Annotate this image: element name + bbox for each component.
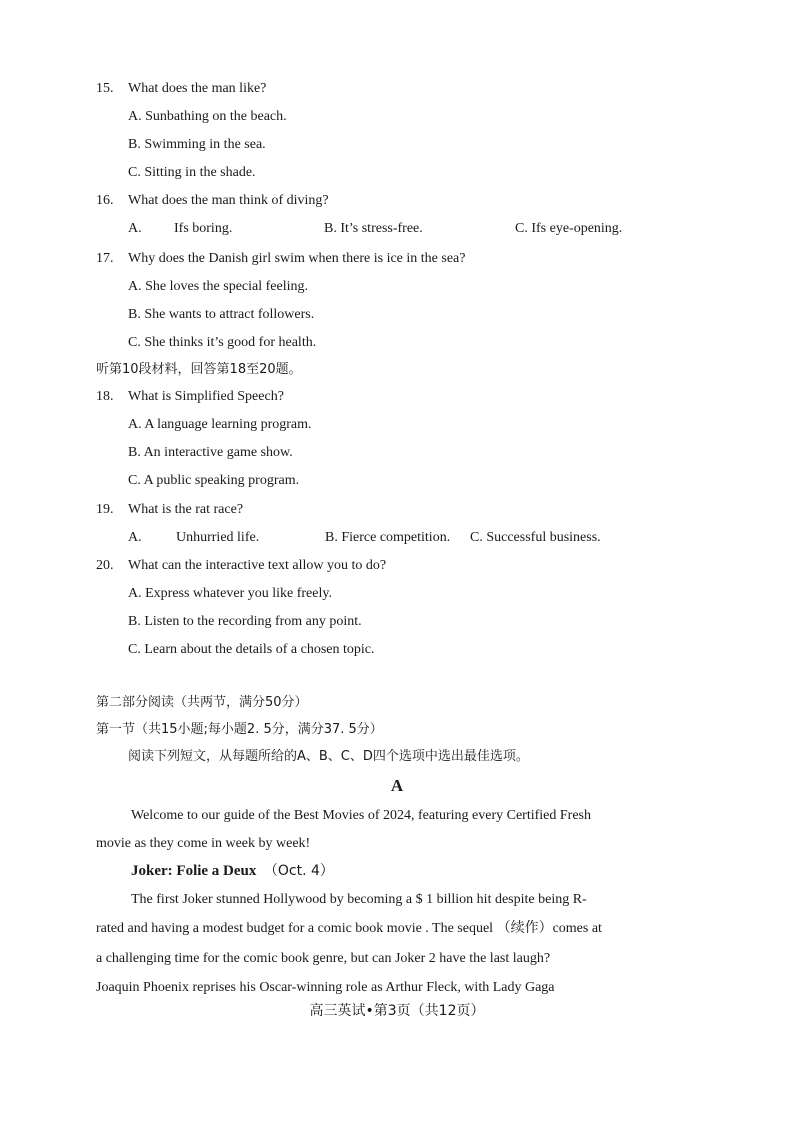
- option-a-letter: A.: [128, 530, 142, 545]
- question-17: [96, 250, 465, 268]
- option-c: C. A public speaking program.: [128, 473, 300, 488]
- part-two-title: 第二部分阅读（共两节，满分50分）: [96, 695, 308, 710]
- option-b: B. She wants to attract followers.: [128, 307, 315, 322]
- option-c: C. Successful business.: [470, 530, 601, 545]
- option-a-letter: A.: [128, 221, 142, 236]
- body-line-4: Joaquin Phoenix reprises his Oscar-winning role as Arthur Fleck, with Lady Gaga: [96, 980, 555, 995]
- body-line-2: rated and having a modest budget for a comic book movie . The sequel （续作）comes at: [96, 921, 602, 936]
- option-a: A. Express whatever you like freely.: [128, 586, 332, 601]
- question-stem: Why does the Danish girl swim when there is ice in the sea?: [128, 251, 466, 266]
- option-a: A. A language learning program.: [128, 417, 312, 432]
- question-stem: What does the man like?: [128, 81, 267, 96]
- question-number: 18.: [96, 389, 114, 404]
- question-18: [96, 388, 284, 406]
- option-c: C. She thinks it’s good for health.: [128, 335, 317, 350]
- section-one-title: 第一节（共15小题;每小题2. 5分，满分37. 5分）: [96, 722, 383, 737]
- question-stem: What is the rat race?: [128, 502, 244, 517]
- body-line-1: The first Joker stunned Hollywood by becoming a $ 1 billion hit despite being R-: [131, 892, 587, 907]
- question-stem: What does the man think of diving?: [128, 193, 329, 208]
- question-number: 15.: [96, 81, 114, 96]
- movie-heading: [131, 862, 334, 881]
- passage-label: A: [390, 776, 404, 795]
- listening-material-note: 听第10段材料，回答第18至20题。: [96, 362, 302, 377]
- body-line-3: a challenging time for the comic book genre, but can Joker 2 have the last laugh?: [96, 951, 551, 966]
- question-number: 16.: [96, 193, 114, 208]
- option-a-text: Ifs boring.: [174, 221, 233, 236]
- question-15: [96, 80, 266, 98]
- question-stem: What is Simplified Speech?: [128, 389, 284, 404]
- movie-title: Joker: Folie a Deux: [131, 863, 257, 879]
- option-b: B. An interactive game show.: [128, 445, 293, 460]
- question-20: [96, 557, 386, 575]
- question-number: 20.: [96, 558, 114, 573]
- question-number: 17.: [96, 251, 114, 266]
- option-b: B. Fierce competition.: [325, 530, 451, 545]
- option-a: A. Sunbathing on the beach.: [128, 109, 287, 124]
- movie-date: （Oct. 4）: [263, 863, 334, 879]
- option-a: A. She loves the special feeling.: [128, 279, 309, 294]
- question-16: [96, 192, 329, 210]
- option-b: B. Swimming in the sea.: [128, 137, 266, 152]
- reading-instruction: 阅读下列短文，从每题所给的A、B、C、D四个选项中选出最佳选项。: [128, 749, 529, 764]
- page-footer: 高三英试•第3页（共12页）: [309, 1003, 485, 1019]
- question-number: 19.: [96, 502, 114, 517]
- option-c: C. Learn about the details of a chosen topic.: [128, 642, 375, 657]
- question-19: [96, 501, 243, 519]
- option-a-text: Unhurried life.: [176, 530, 260, 545]
- passage-intro-line-2: movie as they come in week by week!: [96, 836, 311, 851]
- option-c: C. Sitting in the shade.: [128, 165, 256, 180]
- option-b: B. Listen to the recording from any point.: [128, 614, 362, 629]
- option-b: B. It’s stress-free.: [324, 221, 423, 236]
- question-stem: What can the interactive text allow you to do?: [128, 558, 387, 573]
- passage-intro-line-1: Welcome to our guide of the Best Movies of 2024, featuring every Certified Fresh: [131, 808, 591, 823]
- option-c: C. Ifs eye-opening.: [515, 221, 623, 236]
